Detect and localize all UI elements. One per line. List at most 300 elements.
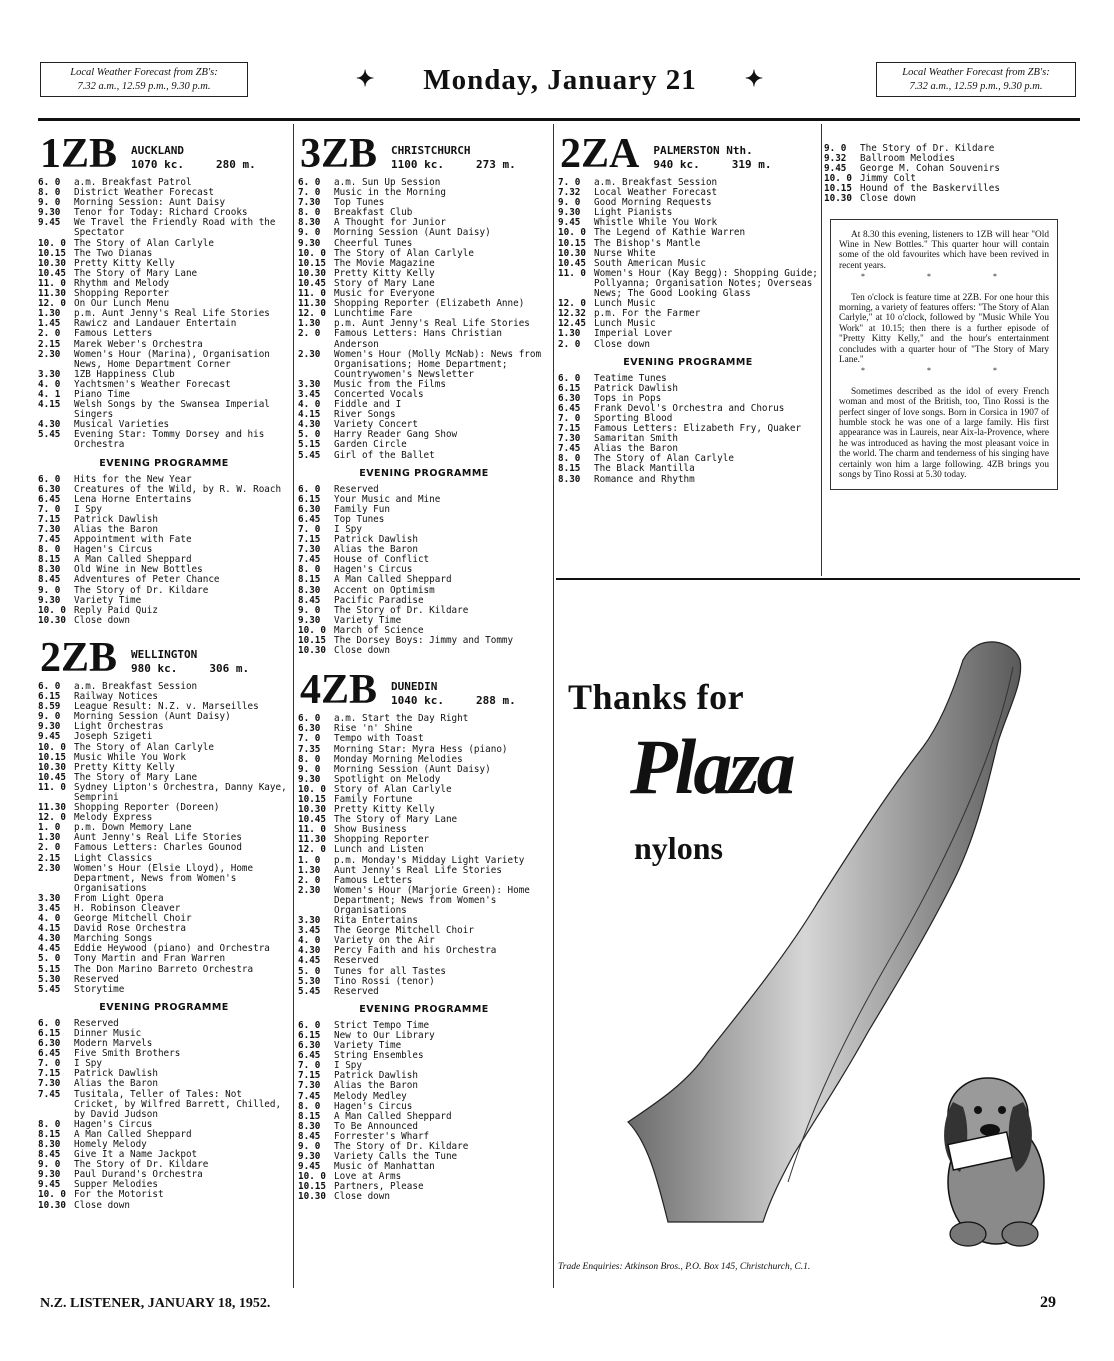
programme-time: 5. 0 <box>38 953 61 965</box>
programme-name: 1ZB Happiness Club <box>74 368 175 380</box>
programme-time: 8.30 <box>298 217 321 229</box>
programme-time: 8.15 <box>38 554 61 566</box>
programme-time: 7. 0 <box>558 177 581 188</box>
programme-time: 6.15 <box>298 1029 321 1041</box>
station-wavelength: 273 m. <box>476 158 516 171</box>
station-2zb <box>38 634 290 1211</box>
programme-name: Accent on Optimism <box>334 584 435 596</box>
programme-name: Variety Time <box>74 594 142 606</box>
column-1 <box>38 126 290 1211</box>
programme-time: 8.45 <box>298 594 321 606</box>
programme-time: 4.30 <box>38 933 61 945</box>
programme-name: Women's Hour (Marjorie Green): Home Department; News from Women's Organisations <box>334 884 530 916</box>
programme-time: 11. 0 <box>558 267 586 279</box>
station-city: DUNEDIN <box>391 680 438 694</box>
programme-name: Forrester's Wharf <box>334 1130 430 1142</box>
programme-item <box>298 734 550 744</box>
station-info <box>391 680 516 708</box>
programme-name: Patrick Dawlish <box>594 382 678 394</box>
programme-name: Paul Durand's Orchestra <box>74 1169 203 1181</box>
programme-name: A Man Called Sheppard <box>74 554 192 566</box>
programme-name: Breakfast Club <box>334 207 413 219</box>
station-3zb <box>298 131 550 657</box>
station-4zb <box>298 667 550 1203</box>
programme-name: Famous Letters: Charles Gounod <box>74 842 242 854</box>
programme-time: 10.15 <box>298 257 326 269</box>
station-info <box>131 648 249 676</box>
programme-name: Variety Time <box>334 614 402 626</box>
programme-name: Tempo with Toast <box>334 733 424 745</box>
programme-item <box>38 864 290 894</box>
programme-item <box>298 329 550 349</box>
programme-time: 7.15 <box>38 1068 61 1080</box>
programme-time: 11.30 <box>298 834 326 846</box>
star-icon: ✦ <box>355 66 376 91</box>
programme-name: Reserved <box>334 483 379 495</box>
programme-name: Monday Morning Melodies <box>334 753 463 765</box>
programme-time: 5.30 <box>298 975 321 987</box>
note-paragraph: Ten o'clock is feature time at 2ZB. For one hour this morning, a variety of features offers: "The Story of Alan Carlyle," at 10 o'clock, followed by "Music While You Work" at 10.15; then there is a further episode of "Pretty Kitty Kelly," and the hour's entertainment concludes with a quarter hour of "The Story of Mary Lane." <box>839 292 1049 366</box>
listener-notes-box <box>830 219 1058 490</box>
programme-time: 6.15 <box>558 382 581 394</box>
programme-time: 7.30 <box>298 1080 321 1092</box>
programme-item <box>558 269 818 299</box>
programme-name: Music for Everyone <box>334 288 435 300</box>
programme-time: 1.30 <box>298 318 321 330</box>
programme-name: Nurse White <box>594 247 656 259</box>
programme-name: The Story of Alan Carlyle <box>594 453 734 465</box>
programme-name: Patrick Dawlish <box>74 1068 158 1080</box>
programme-name: The Story of Dr. Kildare <box>334 604 469 616</box>
station-city: CHRISTCHURCH <box>391 144 471 157</box>
programme-time: 7.45 <box>38 1088 61 1100</box>
programme-name: Variety on the Air <box>334 935 435 947</box>
programme-time: 8.15 <box>38 1128 61 1140</box>
programme-item <box>298 350 550 380</box>
programme-time: 9. 0 <box>558 197 581 209</box>
programme-time: 8.15 <box>298 574 321 586</box>
programme-time: 9. 0 <box>298 227 321 239</box>
programme-time: 7. 0 <box>298 524 321 535</box>
programme-time: 10.30 <box>298 645 326 657</box>
programme-time: 8.59 <box>38 701 61 713</box>
programme-name: A Man Called Sheppard <box>334 574 452 586</box>
evening-programme-heading: EVENING PROGRAMME <box>359 1003 489 1015</box>
programme-time: 9.30 <box>558 207 581 219</box>
programme-name: Tusitala, Teller of Tales: Not Cricket, by Wilfred Barrett, Chilled, by David Judson <box>74 1088 282 1120</box>
programme-name: Variety Time <box>334 1040 402 1052</box>
programme-name: Top Tunes <box>334 197 385 209</box>
separator-stars: * * * <box>861 366 1027 376</box>
programme-name: Reserved <box>74 973 119 985</box>
programme-name: I Spy <box>74 503 102 515</box>
station-wavelength: 288 m. <box>476 694 516 708</box>
station-frequency: 1040 kc. <box>391 694 445 708</box>
programme-name: New to Our Library <box>334 1029 435 1041</box>
programme-time: 10.45 <box>38 267 66 279</box>
programme-time: 12.32 <box>558 308 586 320</box>
programme-name: Famous Letters: Elizabeth Fry, Quaker <box>594 423 802 435</box>
programme-name: Old Wine in New Bottles <box>74 564 203 576</box>
programme-item <box>298 646 550 656</box>
programme-time: 10.30 <box>558 247 586 259</box>
programme-time: 10.15 <box>38 247 66 259</box>
programme-time: 10.30 <box>38 257 66 269</box>
programme-name: Music from the Films <box>334 378 446 390</box>
programme-time: 5.15 <box>38 963 61 975</box>
programme-name: Pretty Kitty Kelly <box>74 761 175 773</box>
programme-name: Lunchtime Fare <box>334 308 413 320</box>
programme-time: 1.30 <box>298 864 321 876</box>
station-call-sign: 2ZB <box>40 634 118 681</box>
programme-name: Morning Star: Myra Hess (piano) <box>334 743 508 755</box>
programme-name: We Travel the Friendly Road with the Spectator <box>74 217 276 239</box>
programme-time: 10. 0 <box>38 741 66 753</box>
station-info <box>653 144 771 172</box>
programme-name: Tony Martin and Fran Warren <box>74 953 226 965</box>
programme-time: 6.45 <box>298 1050 321 1062</box>
programme-time: 2. 0 <box>38 328 61 340</box>
programme-name: Partners, Please <box>334 1181 424 1193</box>
programme-time: 8. 0 <box>38 544 61 556</box>
programme-time: 6. 0 <box>38 473 61 485</box>
weather-forecast-box-right <box>876 62 1076 97</box>
programme-list <box>38 682 290 995</box>
programme-name: p.m. Down Memory Lane <box>74 822 192 834</box>
programme-time: 4. 0 <box>38 913 61 925</box>
column-divider <box>821 124 822 576</box>
programme-time: 6.30 <box>298 1040 321 1052</box>
column-3 <box>558 126 818 485</box>
programme-time: 4.15 <box>38 399 61 411</box>
programme-time: 1.30 <box>558 328 581 340</box>
programme-name: Rhythm and Melody <box>74 277 170 289</box>
programme-name: Harry Reader Gang Show <box>334 429 458 441</box>
programme-name: Strict Tempo Time <box>334 1019 430 1031</box>
programme-time: 7.45 <box>38 534 61 546</box>
programme-item <box>558 475 818 485</box>
programme-time: 9.45 <box>824 163 847 175</box>
programme-time: 9.32 <box>824 153 847 165</box>
page-title-text: Monday, January 21 <box>423 64 697 96</box>
programme-time: 2.30 <box>38 348 61 360</box>
programme-time: 6.45 <box>38 1048 61 1060</box>
programme-name: Close down <box>334 1191 390 1203</box>
programme-time: 9.30 <box>298 1151 321 1163</box>
publication-footer: N.Z. LISTENER, JANUARY 18, 1952. <box>40 1296 271 1311</box>
programme-item <box>824 194 1064 204</box>
programme-name: Shopping Reporter <box>74 288 170 300</box>
programme-list <box>298 714 550 997</box>
programme-name: Tunes for all Tastes <box>334 965 446 977</box>
evening-programme-list <box>558 374 818 485</box>
programme-name: Pacific Paradise <box>334 594 424 606</box>
page-number: 29 <box>1040 1294 1056 1311</box>
station-header <box>300 131 550 177</box>
programme-time: 7.30 <box>298 544 321 556</box>
programme-name: Hagen's Circus <box>74 1118 153 1130</box>
programme-time: 8. 0 <box>38 187 61 199</box>
programme-name: George Mitchell Choir <box>74 913 192 925</box>
programme-time: 2. 0 <box>558 338 581 350</box>
programme-time: 1.30 <box>38 308 61 320</box>
programme-name: Girl of the Ballet <box>334 449 435 461</box>
programme-name: Close down <box>74 1199 130 1211</box>
programme-name: Imperial Lover <box>594 328 673 340</box>
station-info <box>131 144 256 172</box>
programme-name: For the Motorist <box>74 1189 164 1201</box>
programme-time: 7.15 <box>558 423 581 435</box>
station-wavelength: 319 m. <box>731 158 772 171</box>
programme-name: George M. Cohan Souvenirs <box>860 163 1000 175</box>
programme-name: Shopping Reporter (Doreen) <box>74 802 220 814</box>
programme-time: 10.30 <box>824 193 852 205</box>
programme-name: Close down <box>334 645 390 657</box>
column-4 <box>824 126 1064 490</box>
programme-time: 8.30 <box>38 564 61 576</box>
programme-name: a.m. Breakfast Patrol <box>74 177 192 188</box>
programme-name: p.m. For the Farmer <box>594 308 701 320</box>
station-call-sign: 4ZB <box>300 667 378 714</box>
programme-name: District Weather Forecast <box>74 187 214 199</box>
programme-time: 10.15 <box>824 183 852 195</box>
programme-time: 5.45 <box>38 983 61 995</box>
programme-name: Light Pianists <box>594 207 673 219</box>
programme-item <box>298 1081 550 1091</box>
programme-time: 6. 0 <box>298 713 321 725</box>
programme-time: 10.15 <box>298 793 326 805</box>
programme-name: To Be Announced <box>334 1120 418 1132</box>
programme-time: 9. 0 <box>824 143 847 154</box>
programme-time: 10. 0 <box>38 1189 66 1201</box>
programme-time: 6.15 <box>38 691 61 703</box>
programme-name: Reply Paid Quiz <box>74 604 158 616</box>
programme-name: Welsh Songs by the Swansea Imperial Singers <box>74 399 270 421</box>
programme-name: Sporting Blood <box>594 412 673 424</box>
programme-list-continued <box>824 144 1064 205</box>
programme-time: 10. 0 <box>38 237 66 249</box>
programme-name: Hagen's Circus <box>334 1100 413 1112</box>
programme-time: 12. 0 <box>298 844 326 856</box>
programme-time: 8. 0 <box>298 207 321 219</box>
programme-time: 6.30 <box>38 483 61 495</box>
programme-name: Women's Hour (Molly McNab): News from Organisations; Home Department; Countrywomen's Newsletter <box>334 348 542 380</box>
programme-time: 10.30 <box>298 267 326 279</box>
programme-name: String Ensembles <box>334 1050 424 1062</box>
programme-name: Give It a Name Jackpot <box>74 1149 198 1161</box>
programme-item <box>38 400 290 420</box>
programme-list <box>558 178 818 350</box>
programme-time: 3.30 <box>38 892 61 904</box>
programme-time: 11.30 <box>38 288 66 300</box>
programme-time: 9.30 <box>298 237 321 249</box>
programme-name: Love at Arms <box>334 1171 402 1183</box>
programme-time: 7.30 <box>298 197 321 209</box>
programme-name: Variety Concert <box>334 419 418 431</box>
programme-time: 6. 0 <box>38 680 61 692</box>
programme-name: Story of Mary Lane <box>334 277 435 289</box>
programme-name: The Story of Mary Lane <box>74 267 198 279</box>
advertisement-plaza-nylons <box>558 582 1078 1282</box>
programme-time: 6.30 <box>558 392 581 404</box>
column-2 <box>298 126 550 1203</box>
programme-time: 3.45 <box>38 903 61 914</box>
programme-name: The Story of Alan Carlyle <box>74 237 214 249</box>
programme-time: 7.15 <box>38 513 61 525</box>
programme-name: Family Fun <box>334 503 390 515</box>
programme-item <box>38 430 290 450</box>
programme-name: Melody Medley <box>334 1090 407 1102</box>
programme-time: 6.30 <box>298 503 321 515</box>
programme-item <box>38 218 290 238</box>
separator-stars: * * * <box>861 272 1027 282</box>
programme-name: The Story of Alan Carlyle <box>334 247 474 259</box>
programme-time: 4.30 <box>298 419 321 431</box>
programme-name: From Light Opera <box>74 892 164 904</box>
programme-time: 9. 0 <box>38 1159 61 1171</box>
programme-name: Teatime Tunes <box>594 372 667 384</box>
programme-time: 10. 0 <box>298 624 326 636</box>
evening-programme-heading: EVENING PROGRAMME <box>623 356 753 368</box>
programme-name: Five Smith Brothers <box>74 1048 181 1060</box>
programme-name: Morning Session (Aunt Daisy) <box>334 227 491 239</box>
programme-item <box>38 1079 290 1089</box>
programme-name: Famous Letters <box>74 328 153 340</box>
programme-time: 6.30 <box>298 723 321 735</box>
programme-name: Music in the Morning <box>334 187 446 199</box>
programme-name: Modern Marvels <box>74 1038 153 1050</box>
page-title <box>300 64 820 97</box>
programme-name: Tenor for Today: Richard Crooks <box>74 207 248 219</box>
programme-time: 7. 0 <box>38 503 61 515</box>
programme-name: Rise 'n' Shine <box>334 723 413 735</box>
programme-time: 3.30 <box>298 378 321 390</box>
programme-name: Aunt Jenny's Real Life Stories <box>334 864 502 876</box>
programme-time: 9.30 <box>38 207 61 219</box>
programme-name: Patrick Dawlish <box>74 513 158 525</box>
programme-name: Women's Hour (Kay Begg): Shopping Guide; Pollyanna; Organisation Notes; Overseas News; The Good Looking Glass <box>594 267 818 300</box>
programme-time: 6.15 <box>298 493 321 505</box>
programme-time: 4.15 <box>298 409 321 421</box>
programme-name: H. Robinson Cleaver <box>74 903 181 914</box>
programme-time: 4. 0 <box>298 935 321 947</box>
programme-name: The Don Marino Barreto Orchestra <box>74 963 254 975</box>
programme-time: 9. 0 <box>298 604 321 616</box>
programme-time: 7.15 <box>298 1070 321 1082</box>
station-frequency: 940 kc. <box>653 158 700 171</box>
evening-programme-heading: EVENING PROGRAMME <box>99 1001 229 1013</box>
station-city: AUCKLAND <box>131 144 185 157</box>
evening-programme-list <box>298 485 550 657</box>
programme-time: 10. 0 <box>298 247 326 259</box>
programme-time: 12.45 <box>558 318 586 330</box>
advertisement-rule <box>556 578 1080 580</box>
programme-name: Light Orchestras <box>74 721 164 733</box>
programme-name: Dinner Music <box>74 1027 142 1039</box>
programme-name: Reserved <box>74 1017 119 1029</box>
programme-name: Pretty Kitty Kelly <box>334 804 435 816</box>
programme-name: I Spy <box>334 524 362 535</box>
programme-name: Variety Calls the Tune <box>334 1151 458 1163</box>
programme-time: 6.45 <box>38 493 61 505</box>
evening-programme-list <box>38 475 290 626</box>
programme-name: Lunch and Listen <box>334 844 424 856</box>
programme-time: 9.45 <box>298 1161 321 1173</box>
programme-name: The Story of Dr. Kildare <box>334 1140 469 1152</box>
programme-time: 10.45 <box>298 277 326 289</box>
programme-name: Melody Express <box>74 812 153 824</box>
programme-time: 6. 0 <box>298 483 321 495</box>
programme-name: Whistle While You Work <box>594 217 718 229</box>
programme-time: 12. 0 <box>298 308 326 320</box>
trade-enquiries: Trade Enquiries: Atkinson Bros., P.O. Box 145, Christchurch, C.1. <box>558 1262 811 1272</box>
programme-time: 10.15 <box>298 635 326 647</box>
programme-name: Music While You Work <box>74 751 186 763</box>
evening-programme-heading: EVENING PROGRAMME <box>359 467 489 479</box>
programme-time: 3.45 <box>298 388 321 400</box>
programme-list <box>298 178 550 461</box>
programme-name: Your Music and Mine <box>334 493 441 505</box>
programme-time: 8.45 <box>298 1130 321 1142</box>
weather-times: 7.32 a.m., 12.59 p.m., 9.30 p.m. <box>77 80 211 92</box>
programme-time: 9. 0 <box>298 763 321 775</box>
programme-time: 2. 0 <box>298 874 321 886</box>
programme-time: 10.15 <box>298 1181 326 1193</box>
programme-time: 3.30 <box>298 915 321 927</box>
programme-name: South American Music <box>594 257 706 269</box>
programme-time: 9.45 <box>38 1179 61 1191</box>
programme-name: Samaritan Smith <box>594 433 678 445</box>
programme-name: Pretty Kitty Kelly <box>74 257 175 269</box>
programme-name: Supper Melodies <box>74 1179 158 1191</box>
programme-time: 11. 0 <box>38 277 66 289</box>
programme-time: 10.45 <box>298 814 326 826</box>
station-call-sign: 1ZB <box>40 131 118 177</box>
programme-time: 8.45 <box>38 574 61 586</box>
programme-time: 8.15 <box>558 463 581 475</box>
programme-name: Creatures of the Wild, by R. W. Roach <box>74 483 282 495</box>
programme-name: p.m. Aunt Jenny's Real Life Stories <box>74 308 270 320</box>
star-icon: ✦ <box>744 66 765 91</box>
programme-item <box>38 783 290 803</box>
programme-time: 1. 0 <box>298 854 321 866</box>
programme-name: House of Conflict <box>334 554 430 566</box>
weather-times: 7.32 a.m., 12.59 p.m., 9.30 p.m. <box>909 80 1043 92</box>
programme-name: Tops in Pops <box>594 392 662 404</box>
programme-time: 7. 0 <box>298 1060 321 1072</box>
programme-time: 7.30 <box>38 1078 61 1090</box>
programme-time: 7.45 <box>298 554 321 566</box>
programme-name: Percy Faith and his Orchestra <box>334 945 497 957</box>
programme-time: 6. 0 <box>38 1017 61 1029</box>
programme-name: The Story of Dr. Kildare <box>860 143 995 154</box>
note-paragraph: Sometimes described as the idol of every French woman and most of the British, too, Tino Rossi is the perfect singer of love songs. Born in Corsica in 1907 of humble stock he was one of a large family. His first appearance was in Laureis, near Aix-la-Provence, where he was introduced as having the most pleasant voice in the world. The charm and tenderness of his singing have certainly won him a large following. 4ZB brings you songs by Tino Rossi at 5.30 today. <box>839 386 1049 481</box>
programme-name: Alias the Baron <box>334 1080 418 1092</box>
programme-time: 8.45 <box>38 1149 61 1161</box>
programme-name: Garden Circle <box>334 439 407 451</box>
programme-time: 7. 0 <box>298 187 321 199</box>
programme-name: Patrick Dawlish <box>334 1070 418 1082</box>
programme-name: A Thought for Junior <box>334 217 446 229</box>
plaza-logo: Plaza <box>630 723 793 810</box>
weather-line: Local Weather Forecast from ZB's: <box>902 67 1050 78</box>
programme-name: Lunch Music <box>594 298 656 310</box>
programme-time: 8.15 <box>298 1110 321 1122</box>
programme-name: The Story of Mary Lane <box>334 814 458 826</box>
programme-name: The Black Mantilla <box>594 463 695 475</box>
programme-name: Close down <box>74 614 130 626</box>
programme-name: Fiddle and I <box>334 399 402 411</box>
